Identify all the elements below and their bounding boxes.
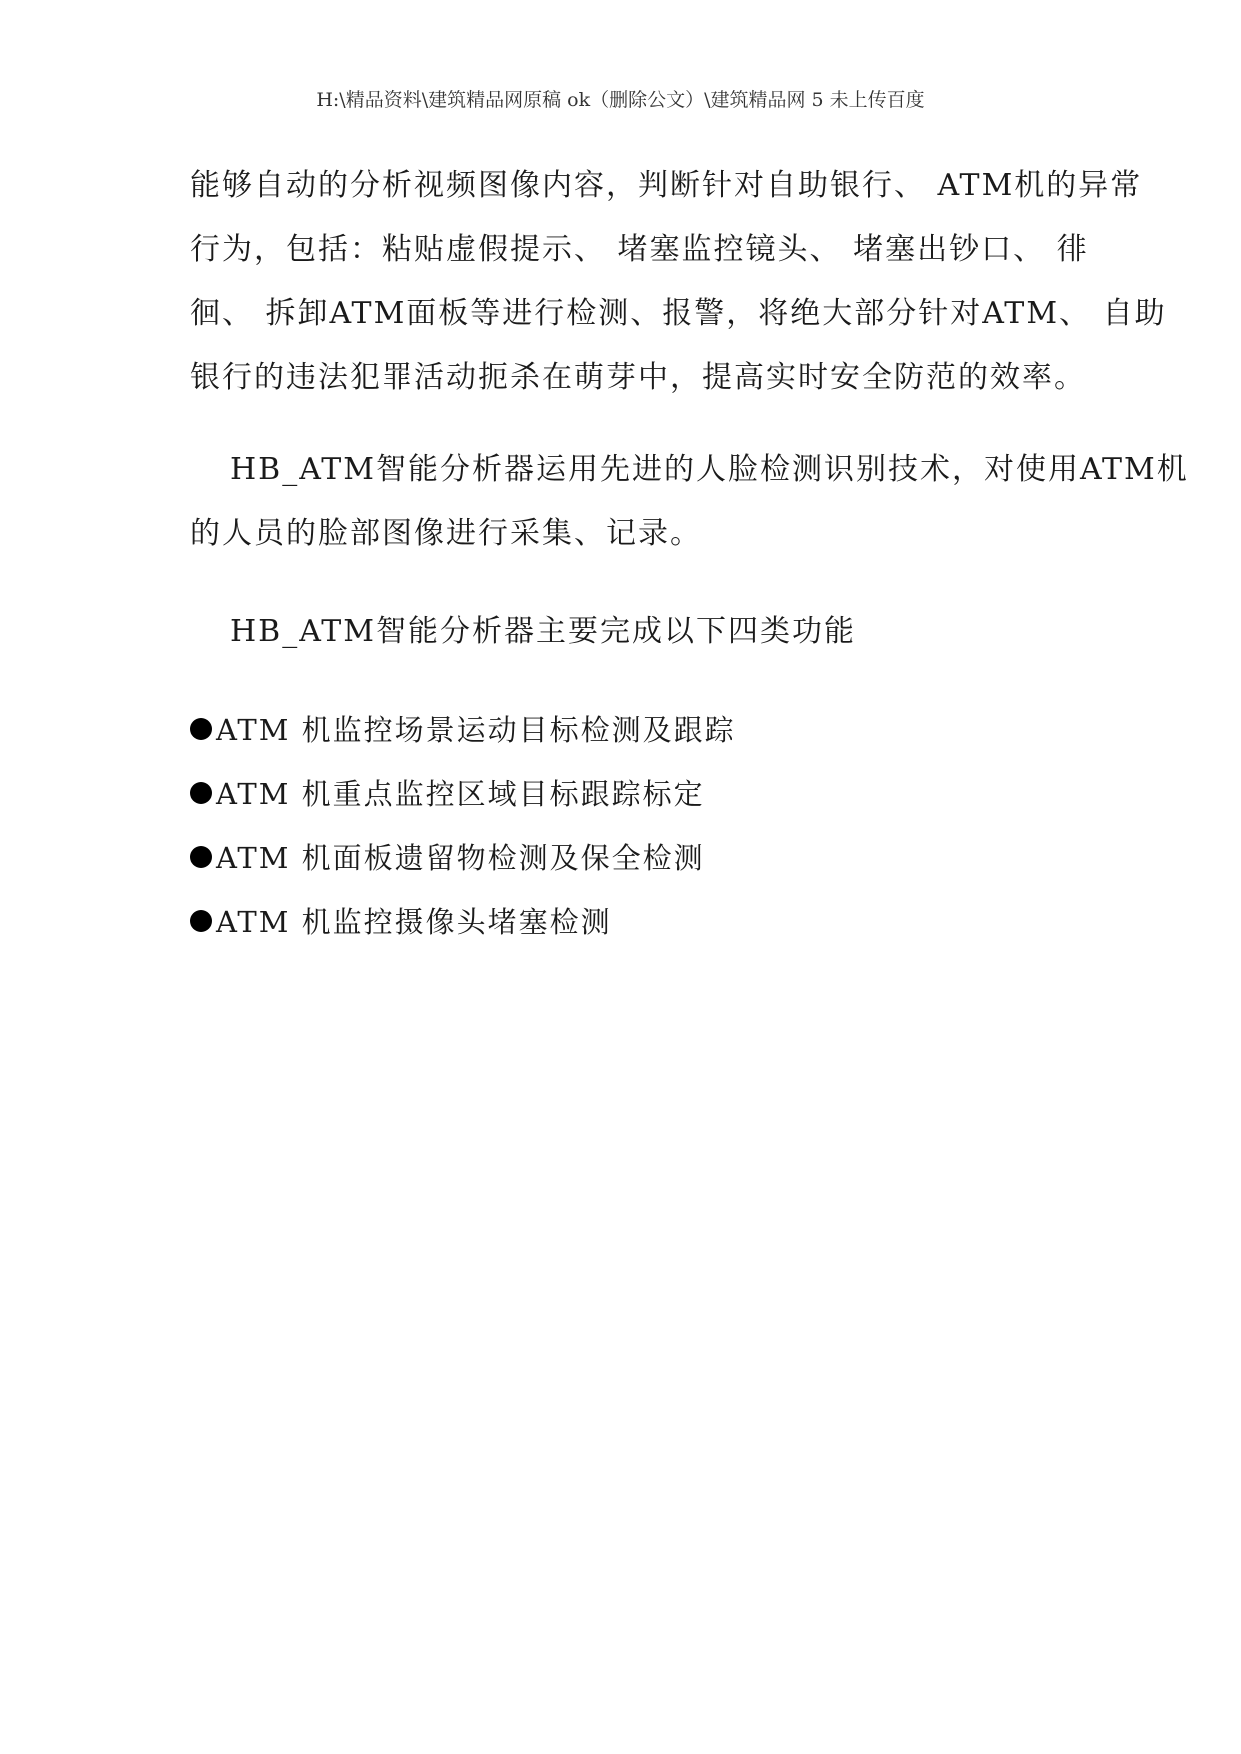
paragraph-functions-intro bbox=[190, 606, 1070, 670]
paragraph-line: 能够自动的分析视频图像内容，判断针对自助银行、 ATM机的异常 bbox=[190, 168, 1143, 203]
paragraph-line: 银行的违法犯罪活动扼杀在萌芽中，提高实时安全防范的效率。 bbox=[190, 360, 1086, 395]
list-item-text: ATM 机重点监控区域目标跟踪标定 bbox=[216, 777, 705, 811]
paragraph-atm-detection bbox=[190, 160, 1167, 416]
paragraph-line: 徊、 拆卸ATM面板等进行检测、报警，将绝大部分针对ATM、 自助 bbox=[190, 296, 1167, 331]
function-list bbox=[190, 704, 1070, 960]
list-item bbox=[190, 832, 1070, 896]
bullet-icon bbox=[190, 782, 212, 804]
paragraph-face-detection bbox=[190, 444, 1189, 572]
list-item bbox=[190, 896, 1070, 960]
bullet-icon bbox=[190, 718, 212, 740]
bullet-icon bbox=[190, 910, 212, 932]
page-header-path: H:\精品资料\建筑精品网原稿 ok（删除公文）\建筑精品网 5 未上传百度 bbox=[316, 89, 925, 111]
paragraph-line: 行为，包括：粘贴虚假提示、 堵塞监控镜头、 堵塞出钞口、 徘 bbox=[190, 232, 1089, 267]
list-item-text: ATM 机监控摄像头堵塞检测 bbox=[216, 905, 612, 939]
list-item-text: ATM 机面板遗留物检测及保全检测 bbox=[216, 841, 705, 875]
list-item-text: ATM 机监控场景运动目标检测及跟踪 bbox=[216, 713, 736, 747]
paragraph-line: HB_ATM智能分析器运用先进的人脸检测识别技术，对使用ATM机 bbox=[230, 452, 1189, 487]
bullet-icon bbox=[190, 846, 212, 868]
paragraph-line: HB_ATM智能分析器主要完成以下四类功能 bbox=[230, 614, 856, 649]
list-item bbox=[190, 768, 1070, 832]
document-body bbox=[190, 160, 1189, 960]
list-item bbox=[190, 704, 1070, 768]
paragraph-line: 的人员的脸部图像进行采集、记录。 bbox=[190, 516, 702, 551]
